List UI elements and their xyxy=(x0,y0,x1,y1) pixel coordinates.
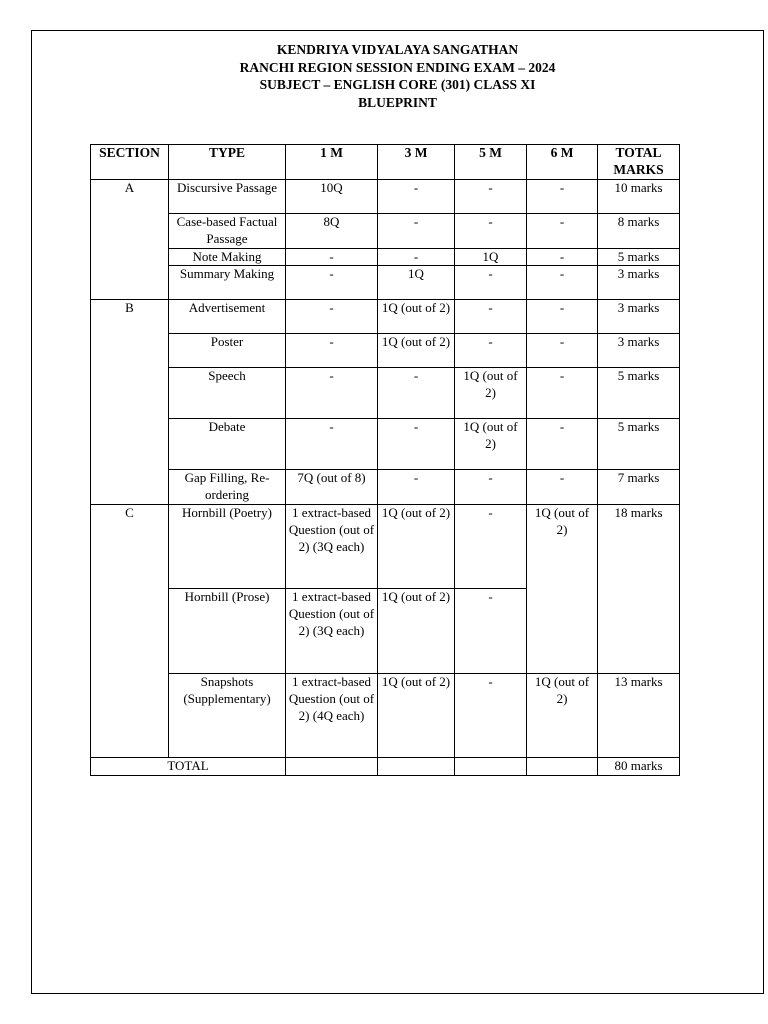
row-5m: - xyxy=(455,588,527,673)
row-1m: 10Q xyxy=(286,180,378,214)
row-3m: - xyxy=(378,180,455,214)
row-1m: - xyxy=(286,266,378,300)
hornbill-total: 18 marks xyxy=(598,504,680,673)
row-type: Hornbill (Prose) xyxy=(169,588,286,673)
header-6m: 6 M xyxy=(527,145,598,180)
table-row xyxy=(91,214,680,249)
row-total: 5 marks xyxy=(598,419,680,470)
section-a-label: A xyxy=(91,180,169,300)
row-total: 8 marks xyxy=(598,214,680,249)
row-6m: - xyxy=(527,248,598,266)
row-5m: - xyxy=(455,470,527,505)
row-1m: 7Q (out of 8) xyxy=(286,470,378,505)
hornbill-6m: 1Q (out of 2) xyxy=(527,504,598,673)
row-1m: - xyxy=(286,368,378,419)
total-3m xyxy=(378,757,455,775)
row-3m: 1Q (out of 2) xyxy=(378,504,455,588)
row-total: 5 marks xyxy=(598,248,680,266)
row-5m: - xyxy=(455,673,527,757)
table-row xyxy=(91,470,680,505)
row-3m: 1Q (out of 2) xyxy=(378,588,455,673)
table-row xyxy=(91,300,680,334)
row-total: 7 marks xyxy=(598,470,680,505)
row-type: Note Making xyxy=(169,248,286,266)
row-5m: - xyxy=(455,300,527,334)
table-row xyxy=(91,419,680,470)
row-5m: - xyxy=(455,214,527,249)
row-type: Summary Making xyxy=(169,266,286,300)
row-1m: 1 extract-based Question (out of 2) (4Q each) xyxy=(286,673,378,757)
table-row xyxy=(91,248,680,266)
header-5m: 5 M xyxy=(455,145,527,180)
row-total: 3 marks xyxy=(598,266,680,300)
row-5m: - xyxy=(455,180,527,214)
row-5m: 1Q (out of 2) xyxy=(455,368,527,419)
section-c-label: C xyxy=(91,504,169,757)
header-total-line2: MARKS xyxy=(613,161,664,177)
heading-line-organisation: KENDRIYA VIDYALAYA SANGATHAN xyxy=(276,42,519,57)
row-3m: - xyxy=(378,214,455,249)
row-1m: - xyxy=(286,419,378,470)
table-total-row xyxy=(91,757,680,775)
row-type: Snapshots (Supplementary) xyxy=(169,673,286,757)
row-3m: 1Q (out of 2) xyxy=(378,334,455,368)
row-5m: 1Q xyxy=(455,248,527,266)
heading-line-subject: SUBJECT – ENGLISH CORE (301) CLASS XI xyxy=(259,77,536,93)
row-6m: 1Q (out of 2) xyxy=(527,673,598,757)
table-row xyxy=(91,334,680,368)
row-5m: 1Q (out of 2) xyxy=(455,419,527,470)
row-6m: - xyxy=(527,180,598,214)
row-6m: - xyxy=(527,368,598,419)
section-b-label: B xyxy=(91,300,169,505)
row-3m: 1Q xyxy=(378,266,455,300)
row-type: Poster xyxy=(169,334,286,368)
row-5m: - xyxy=(455,334,527,368)
row-1m: 1 extract-based Question (out of 2) (3Q each) xyxy=(286,504,378,588)
row-type: Speech xyxy=(169,368,286,419)
total-6m xyxy=(527,757,598,775)
row-1m: - xyxy=(286,334,378,368)
row-type: Discursive Passage xyxy=(169,180,286,214)
row-6m: - xyxy=(527,214,598,249)
row-3m: - xyxy=(378,470,455,505)
row-type: Hornbill (Poetry) xyxy=(169,504,286,588)
table-row xyxy=(91,673,680,757)
row-type: Case-based Factual Passage xyxy=(169,214,286,249)
header-type: TYPE xyxy=(169,145,286,180)
row-type: Debate xyxy=(169,419,286,470)
row-1m: - xyxy=(286,300,378,334)
table-row xyxy=(91,368,680,419)
total-label: TOTAL xyxy=(91,757,286,775)
row-total: 10 marks xyxy=(598,180,680,214)
total-1m xyxy=(286,757,378,775)
header-total-line1: TOTAL xyxy=(615,145,662,160)
row-3m: - xyxy=(378,419,455,470)
table-row xyxy=(91,504,680,588)
table-row xyxy=(91,266,680,300)
row-6m: - xyxy=(527,300,598,334)
header-3m: 3 M xyxy=(378,145,455,180)
row-6m: - xyxy=(527,419,598,470)
row-1m: 1 extract-based Question (out of 2) (3Q each) xyxy=(286,588,378,673)
table-row xyxy=(91,180,680,214)
row-3m: 1Q (out of 2) xyxy=(378,673,455,757)
row-1m: - xyxy=(286,248,378,266)
header-section: SECTION xyxy=(91,145,169,180)
table-header-row xyxy=(91,145,680,180)
row-3m: - xyxy=(378,368,455,419)
row-total: 13 marks xyxy=(598,673,680,757)
header-total-marks xyxy=(598,145,680,180)
heading-line-blueprint: BLUEPRINT xyxy=(358,94,437,110)
row-type: Gap Filling, Re-ordering xyxy=(169,470,286,505)
row-3m: 1Q (out of 2) xyxy=(378,300,455,334)
row-6m: - xyxy=(527,266,598,300)
row-type: Advertisement xyxy=(169,300,286,334)
row-5m: - xyxy=(455,504,527,588)
row-1m: 8Q xyxy=(286,214,378,249)
total-5m xyxy=(455,757,527,775)
header-1m: 1 M xyxy=(286,145,378,180)
row-3m: - xyxy=(378,248,455,266)
row-6m: - xyxy=(527,470,598,505)
row-6m: - xyxy=(527,334,598,368)
row-total: 3 marks xyxy=(598,334,680,368)
heading-line-exam: RANCHI REGION SESSION ENDING EXAM – 2024 xyxy=(239,59,556,75)
grand-total: 80 marks xyxy=(598,757,680,775)
blueprint-table xyxy=(90,144,680,776)
document-heading xyxy=(31,41,764,111)
row-total: 5 marks xyxy=(598,368,680,419)
row-5m: - xyxy=(455,266,527,300)
row-total: 3 marks xyxy=(598,300,680,334)
